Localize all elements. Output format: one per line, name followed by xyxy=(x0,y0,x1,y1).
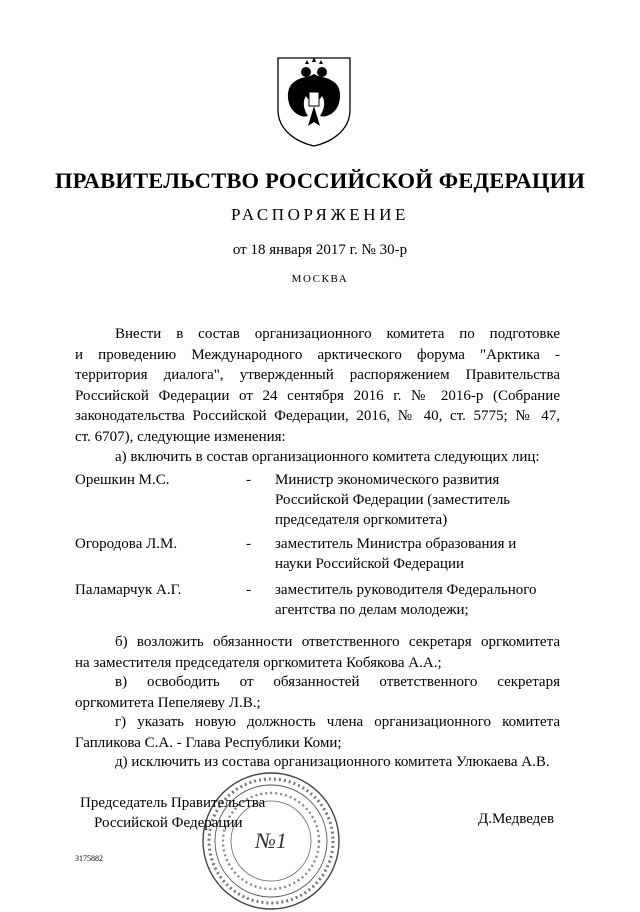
official-stamp-icon xyxy=(200,770,342,912)
signature-position: Председатель Правительства Российской Федерации xyxy=(80,795,266,831)
text-line: ст. 6707), следующие изменения: xyxy=(75,428,286,445)
item-c: в) освободить от обязанностей ответственного секретаря оргкомитета Пепеляеву Л.В.; xyxy=(75,674,560,711)
item-d: г) указать новую должность члена организационного комитета Гапликова С.А. - Глава Республики Коми; xyxy=(75,714,560,751)
date-and-number: от 18 января 2017 г. № 30-р xyxy=(232,242,408,258)
stamp-number: №1 xyxy=(255,828,287,853)
text-line: законодательства Российской Федерации, 2016, № 40, ст. 5775; № 47, xyxy=(75,408,560,424)
member-dash: - xyxy=(246,536,251,552)
text-line: территория диалога", утвержденный распоряжением Правительства xyxy=(75,367,560,383)
member-name: Орешкин М.С. xyxy=(75,472,170,488)
member-dash: - xyxy=(246,582,251,598)
item-a: а) включить в состав организационного комитета следующих лиц: xyxy=(115,449,540,465)
text-line: Внести в состав организационного комитета по подготовке xyxy=(115,326,560,342)
item-e: д) исключить из состава организационного комитета Улюкаева А.В. xyxy=(115,754,550,770)
item-b: б) возложить обязанности ответственного секретаря оргкомитета на заместителя председателя оргкомитета Кобякова А.А.; xyxy=(75,634,560,671)
text-line: Российской Федерации от 24 сентября 2016 г. № 2016-р (Собрание xyxy=(75,387,560,404)
member-name: Огородова Л.М. xyxy=(75,536,178,552)
member-name: Паламарчук А.Г. xyxy=(75,582,182,598)
document-code: 3175882 xyxy=(75,854,103,863)
signatory-name: Д.Медведев xyxy=(478,811,555,827)
member-dash: - xyxy=(246,472,251,488)
government-title: ПРАВИТЕЛЬСТВО РОССИЙСКОЙ ФЕДЕРАЦИИ xyxy=(54,168,586,193)
member-role: заместитель руководителя Федерального агентства по делам молодежи; xyxy=(275,582,537,618)
document-type: РАСПОРЯЖЕНИЕ xyxy=(230,205,410,224)
state-emblem-icon xyxy=(272,52,356,148)
text-line: и проведению Международного арктического форума "Арктика - xyxy=(75,346,560,363)
intro-paragraph xyxy=(75,324,560,468)
member-role: заместитель Министра образования и науки Российской Федерации xyxy=(275,536,517,572)
member-role: Министр экономического развития Российской Федерации (заместитель председателя оргкомитета) xyxy=(275,472,511,528)
city-name: МОСКВА xyxy=(291,273,349,285)
